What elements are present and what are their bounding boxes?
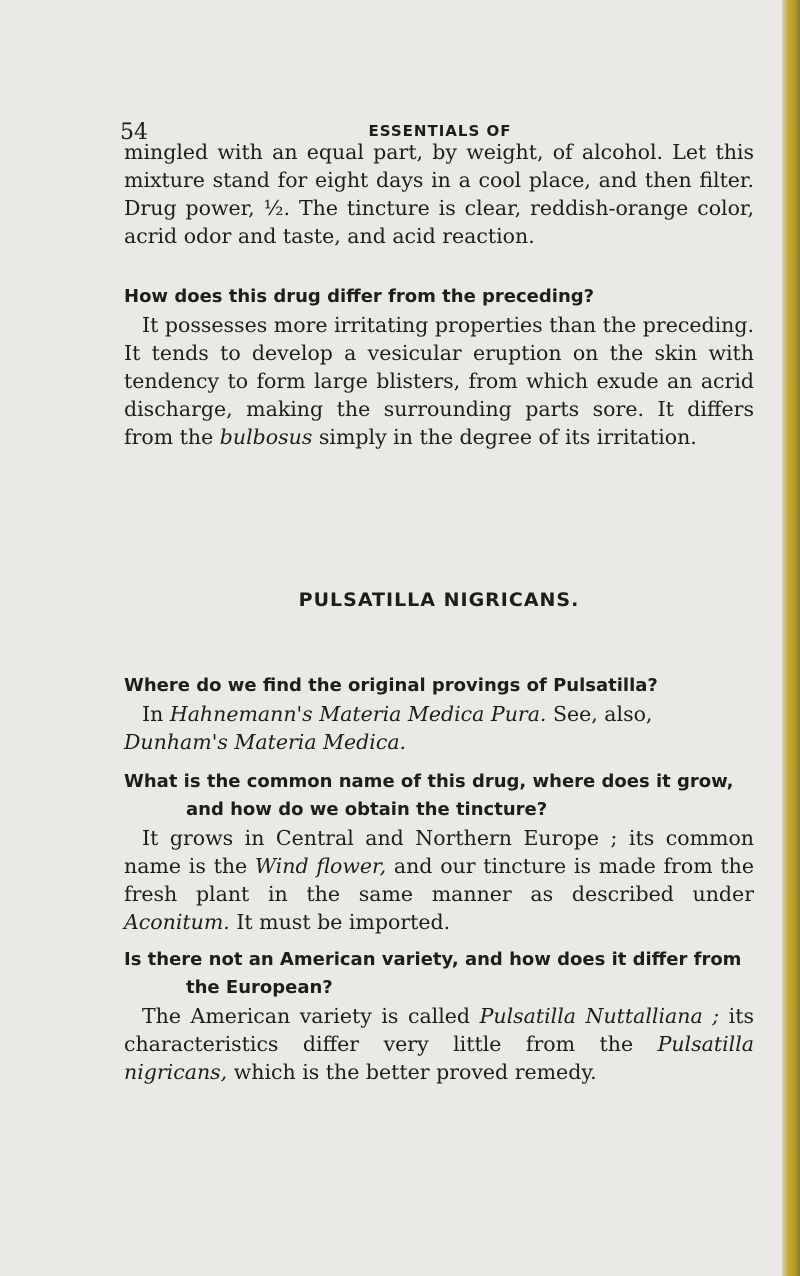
answer-provings-italic-1: Hahnemann's Materia Medica Pura. bbox=[169, 702, 547, 726]
answer-american-variety-text-1: The American variety is called bbox=[142, 1004, 480, 1028]
section-heading: PULSATILLA NIGRICANS. bbox=[298, 589, 580, 611]
answer-american-variety-italic-1: Pulsatilla Nuttalliana ; bbox=[479, 1004, 720, 1028]
answer-common-name-italic-1: Wind flower, bbox=[254, 854, 387, 878]
answer-provings-text-1: In bbox=[142, 702, 170, 726]
answer-provings-italic-2: Dunham's Materia Medica. bbox=[124, 730, 407, 754]
answer-common-name-text-1: It grows in Central and Northern Europe ; its common name is the bbox=[124, 826, 754, 878]
question-american-variety: Is there not an American variety, and how does it differ from the European? bbox=[124, 949, 742, 998]
page-edge bbox=[782, 0, 800, 1276]
answer-american-variety-text-2: its characteristics differ very little from the bbox=[124, 1004, 754, 1056]
answer-differ-text-1: It possesses more irritating properties than the preceding. It tends to develop a vesicular eruption on the skin with tendency to form large blisters, from which exude an acrid discharge, making the surrounding parts sore. It differs from the bbox=[124, 313, 754, 449]
answer-differ-text-2: simply in the degree of its irritation. bbox=[312, 425, 697, 449]
answer-american-variety bbox=[124, 1002, 754, 1086]
answer-differ bbox=[124, 311, 754, 451]
answer-common-name bbox=[124, 824, 754, 936]
answer-american-variety-text-3: which is the better proved remedy. bbox=[227, 1060, 597, 1084]
answer-provings bbox=[124, 700, 754, 756]
running-head-title: ESSENTIALS OF bbox=[368, 122, 512, 140]
answer-common-name-text-3: It must be imported. bbox=[229, 910, 451, 934]
answer-american-variety-italic-2: Pulsatilla nigricans, bbox=[124, 1032, 754, 1084]
question-differ: How does this drug differ from the preceding? bbox=[124, 286, 595, 307]
answer-common-name-italic-2: Aconitum. bbox=[124, 910, 230, 934]
answer-common-name-text-2: and our tincture is made from the fresh plant in the same manner as described under bbox=[124, 854, 754, 906]
question-provings: Where do we find the original provings of Pulsatilla? bbox=[124, 675, 658, 696]
page-number: 54 bbox=[120, 120, 148, 145]
answer-differ-italic: bulbosus bbox=[219, 425, 313, 449]
continued-paragraph: mingled with an equal part, by weight, of alcohol. Let this mixture stand for eight days in a cool place, and then filter. Drug power, ½. The tincture is clear, reddish-orange color, acrid odor and taste, and acid reaction. bbox=[124, 140, 754, 248]
question-common-name: What is the common name of this drug, where does it grow, and how do we obtain the tincture? bbox=[124, 771, 734, 820]
answer-provings-text-2: See, also, bbox=[546, 702, 653, 726]
